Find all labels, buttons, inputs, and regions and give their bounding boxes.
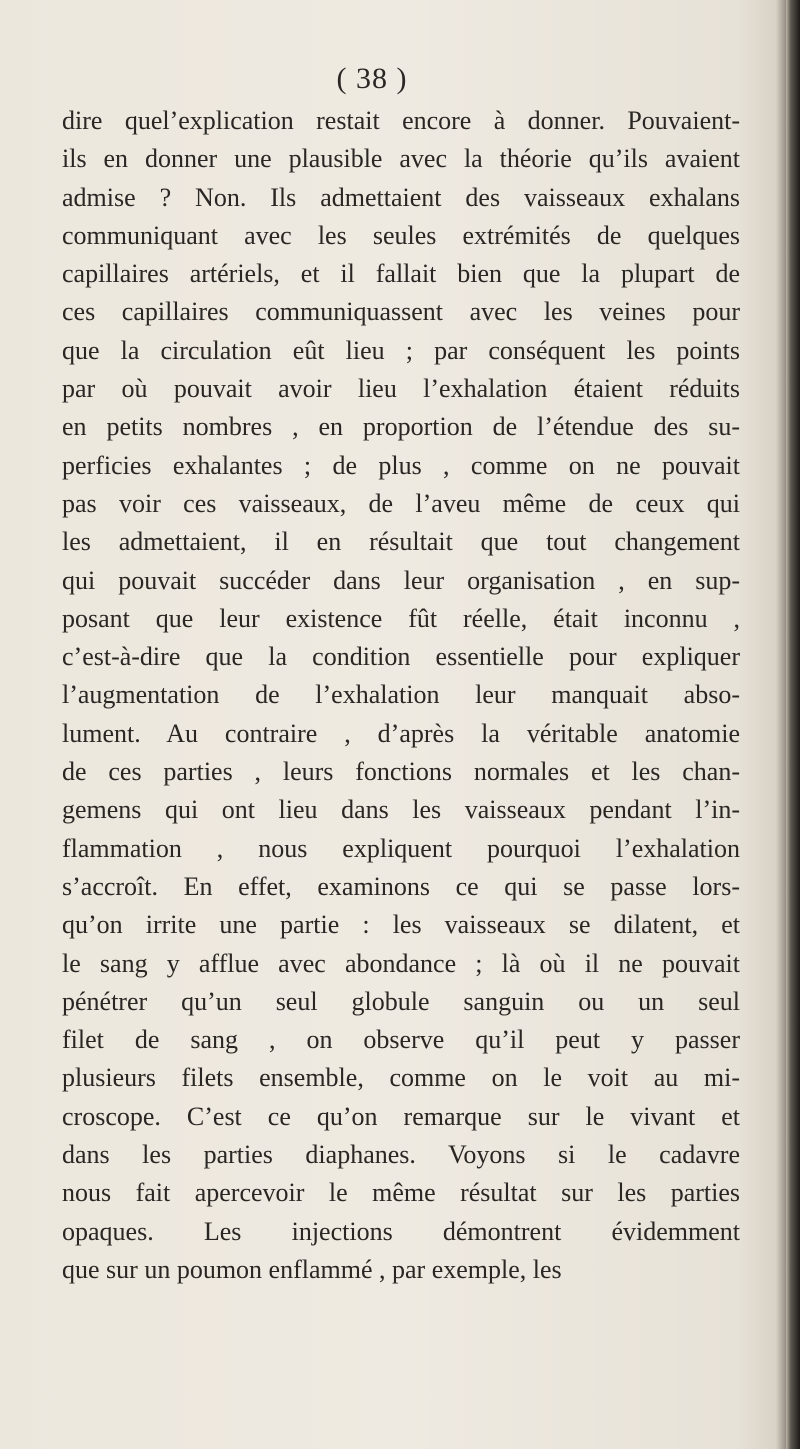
text-line: que sur un poumon enflammé , par exemple, les	[62, 1254, 562, 1284]
binding-edge	[786, 0, 800, 1449]
text-line: ces capillaires communiquassent avec les veines pour	[62, 297, 740, 327]
text-line: posant que leur existence fût réelle, était inconnu ,	[62, 603, 740, 633]
text-line: dire quel’explication restait encore à donner. Pouvaient-	[62, 106, 740, 135]
text-line: par où pouvait avoir lieu l’exhalation étaient réduits	[62, 374, 740, 404]
text-line: admise ? Non. Ils admettaient des vaisseaux exhalans	[62, 182, 740, 212]
page-number: ( 38 )	[336, 62, 408, 95]
text-line: flammation , nous expliquent pourquoi l’exhalation	[62, 833, 740, 863]
text-line: de ces parties , leurs fonctions normales et les chan-	[62, 757, 740, 787]
text-line: pas voir ces vaisseaux, de l’aveu même de ceux qui	[62, 488, 740, 518]
text-line: capillaires artériels, et il fallait bien que la plupart de	[62, 259, 740, 289]
text-line: opaques. Les injections démontrent évidemment	[62, 1216, 740, 1246]
text-line: c’est-à-dire que la condition essentielle pour expliquer	[62, 642, 740, 672]
text-line: le sang y afflue avec abondance ; là où il ne pouvait	[62, 948, 740, 978]
text-line: que la circulation eût lieu ; par conséquent les points	[62, 335, 740, 365]
text-line: filet de sang , on observe qu’il peut y passer	[62, 1025, 740, 1055]
text-line: dans les parties diaphanes. Voyons si le cadavre	[62, 1140, 740, 1170]
text-line: communiquant avec les seules extrémités de quelques	[62, 220, 740, 250]
text-line: croscope. C’est ce qu’on remarque sur le vivant et	[62, 1101, 740, 1131]
text-line: ils en donner une plausible avec la théorie qu’ils avaient	[62, 144, 740, 174]
text-line: nous fait apercevoir le même résultat sur les parties	[62, 1178, 740, 1208]
text-line: perficies exhalantes ; de plus , comme on ne pouvait	[62, 450, 740, 480]
text-line: lument. Au contraire , d’après la véritable anatomie	[62, 718, 740, 748]
text-line: pénétrer qu’un seul globule sanguin ou un seul	[62, 986, 740, 1016]
text-line: qui pouvait succéder dans leur organisation , en sup-	[62, 565, 740, 595]
body-text	[62, 102, 740, 1289]
text-line: l’augmentation de l’exhalation leur manquait abso-	[62, 680, 740, 710]
text-line: qu’on irrite une partie : les vaisseaux se dilatent, et	[62, 910, 740, 940]
text-line: s’accroît. En effet, examinons ce qui se passe lors-	[62, 871, 740, 901]
text-line: en petits nombres , en proportion de l’étendue des su-	[62, 412, 740, 442]
text-line: les admettaient, il en résultait que tout changement	[62, 527, 740, 557]
text-line: plusieurs filets ensemble, comme on le voit au mi-	[62, 1063, 740, 1093]
text-line: gemens qui ont lieu dans les vaisseaux pendant l’in-	[62, 795, 740, 825]
